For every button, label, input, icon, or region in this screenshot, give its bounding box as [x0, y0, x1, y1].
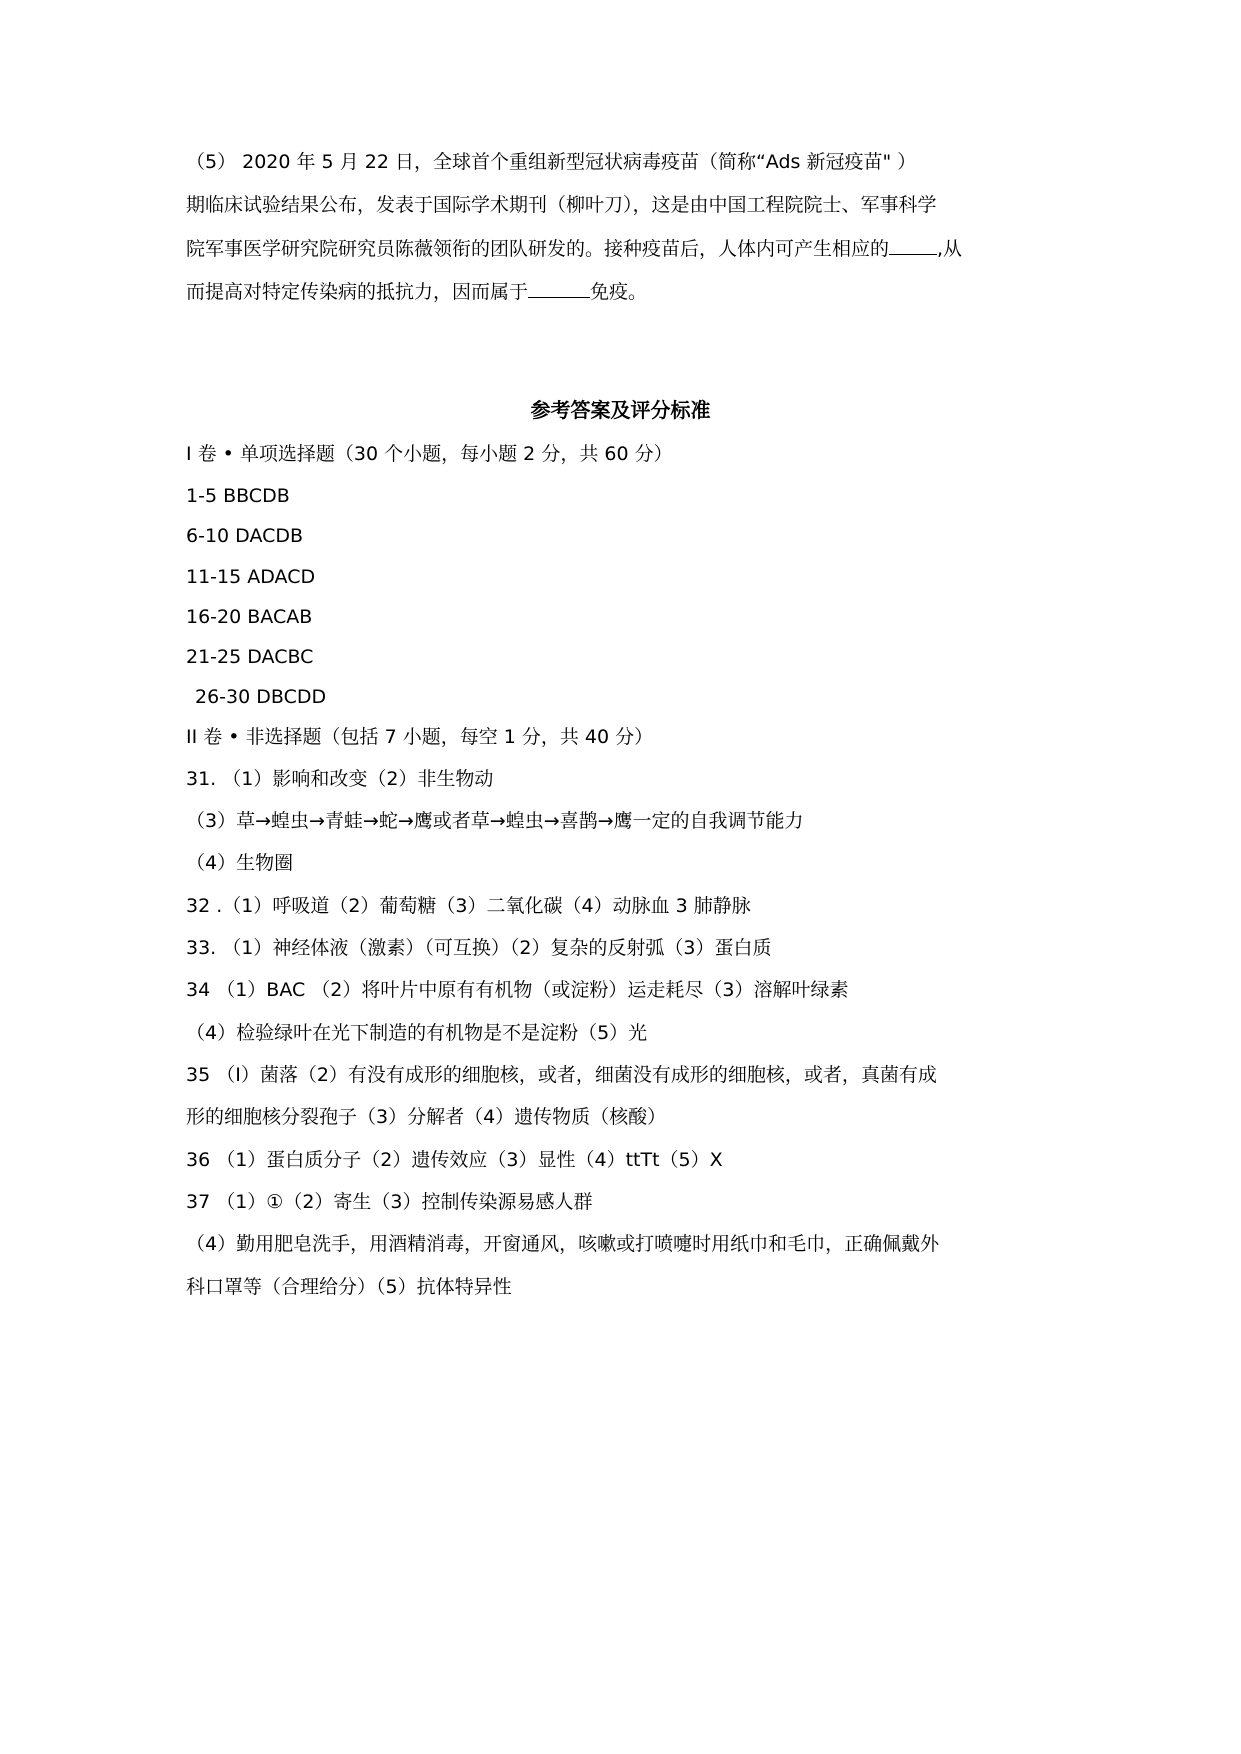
answer-blank-2: [528, 279, 590, 298]
section-1-heading: I 卷 • 单项选择题（30 个小题，每小题 2 分，共 60 分）: [186, 443, 673, 465]
mc-answers-26-30: 26-30 DBCDD: [195, 686, 327, 708]
answer-line: 36 （1）蛋白质分子（2）遗传效应（3）显性（4）ttTt（5）X: [186, 1149, 723, 1171]
q5-line-4-text: 而提高对特定传染病的抵抗力，因而属于: [186, 281, 529, 303]
answer-line: 科口罩等（合理给分）（5）抗体特异性: [186, 1276, 512, 1298]
answer-line: 32 .（1）呼吸道（2）葡萄糖（3）二氧化碳（4）动脉血 3 肺静脉: [186, 895, 751, 917]
answer-line: （4）检验绿叶在光下制造的有机物是不是淀粉（5）光: [186, 1022, 648, 1044]
answer-line: 33. （1）神经体液（激素）（可互换）（2）复杂的反射弧（3）蛋白质: [186, 937, 772, 959]
answer-line: 34 （1）BAC （2）将叶片中原有有机物（或淀粉）运走耗尽（3）溶解叶绿素: [186, 979, 849, 1001]
mc-answers-21-25: 21-25 DACBC: [186, 646, 314, 668]
mc-answers-16-20: 16-20 BACAB: [186, 606, 313, 628]
mc-answers-1-5: 1-5 BBCDB: [186, 485, 290, 507]
answer-line: （4）勤用肥皂洗手，用酒精消毒，开窗通风，咳嗽或打喷嚏时用纸巾和毛巾，正确佩戴外: [186, 1233, 940, 1255]
q5-line-3: [186, 236, 962, 261]
q5-line-1: （5） 2020 年 5 月 22 日，全球首个重组新型冠状病毒疫苗（简称“Ads 新冠疫苗" ）: [186, 151, 917, 173]
answer-line: （4）生物圈: [186, 852, 294, 874]
answer-blank-1: [889, 236, 937, 255]
q5-line-3-text: 院军事医学研究院研究员陈薇领衔的团队研发的。接种疫苗后，人体内可产生相应的: [186, 238, 890, 260]
answer-line: 31. （1）影响和改变（2）非生物动: [186, 768, 494, 790]
answer-line: 35 （I）菌落（2）有没有成形的细胞核，或者，细菌没有成形的细胞核，或者，真菌有成: [186, 1064, 937, 1086]
answer-key-title: 参考答案及评分标准: [530, 398, 711, 422]
answer-line: 37 （1）①（2）寄生（3）控制传染源易感人群: [186, 1191, 593, 1213]
answer-line: （3）草→蝗虫→青蛙→蛇→鹰或者草→蝗虫→喜鹊→鹰一定的自我调节能力: [186, 810, 804, 832]
section-2-heading: II 卷 • 非选择题（包括 7 小题，每空 1 分，共 40 分）: [186, 726, 654, 748]
answer-line: 形的细胞核分裂孢子（3）分解者（4）遗传物质（核酸）: [186, 1106, 667, 1128]
q5-line-4: [186, 279, 647, 304]
q5-line-2: 期临床试验结果公布，发表于国际学术期刊（柳叶刀），这是由中国工程院院士、军事科学: [186, 194, 937, 216]
mc-answers-11-15: 11-15 ADACD: [186, 566, 316, 588]
q5-line-3-tail: ,从: [937, 238, 963, 260]
mc-answers-6-10: 6-10 DACDB: [186, 525, 304, 547]
q5-line-4-tail: 免疫。: [590, 281, 648, 303]
